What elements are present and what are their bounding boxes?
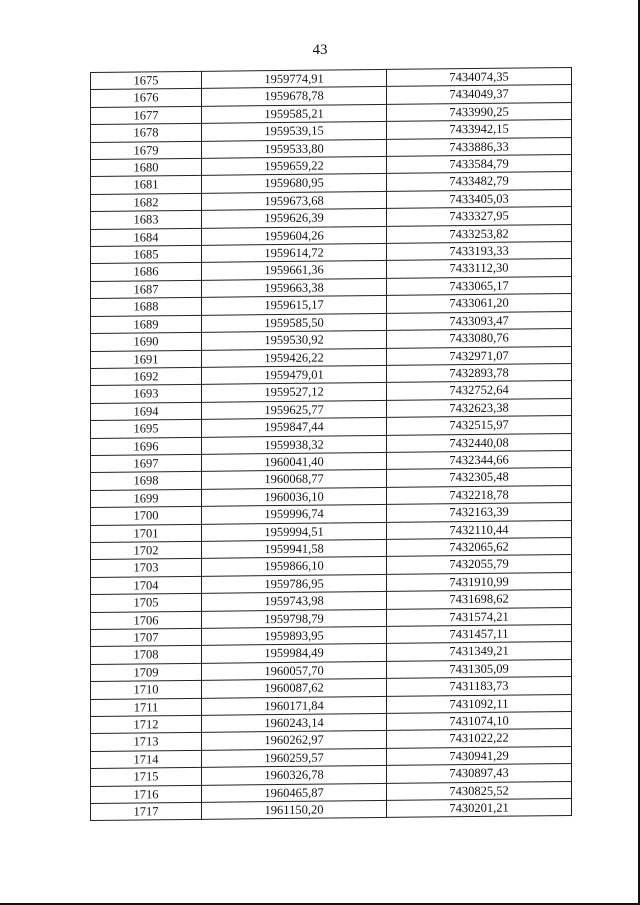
y-coordinate-cell: 7434049,37 — [387, 85, 572, 104]
x-coordinate-cell: 1959866,10 — [202, 557, 387, 576]
y-coordinate-cell: 7433990,25 — [387, 102, 572, 121]
y-coordinate-cell: 7431092,11 — [387, 694, 572, 713]
point-number-cell: 1688 — [91, 298, 202, 317]
point-number-cell: 1687 — [91, 280, 202, 299]
point-number-cell: 1675 — [91, 71, 202, 90]
x-coordinate-cell: 1959680,95 — [202, 174, 387, 193]
y-coordinate-cell: 7434074,35 — [387, 67, 572, 86]
point-number-cell: 1699 — [91, 489, 202, 508]
x-coordinate-cell: 1959530,92 — [202, 330, 387, 349]
point-number-cell: 1681 — [91, 176, 202, 195]
x-coordinate-cell: 1959673,68 — [202, 191, 387, 210]
x-coordinate-cell: 1959426,22 — [202, 348, 387, 367]
y-coordinate-cell: 7433112,30 — [387, 259, 572, 278]
y-coordinate-cell: 7432163,39 — [387, 503, 572, 522]
point-number-cell: 1713 — [91, 733, 202, 752]
x-coordinate-cell: 1959984,49 — [202, 644, 387, 663]
point-number-cell: 1717 — [91, 802, 202, 821]
page-number: 43 — [312, 42, 328, 58]
y-coordinate-cell: 7431183,73 — [387, 677, 572, 696]
y-coordinate-cell: 7433327,95 — [387, 207, 572, 226]
x-coordinate-cell: 1959659,22 — [202, 156, 387, 175]
y-coordinate-cell: 7433253,82 — [387, 224, 572, 243]
x-coordinate-cell: 1960087,62 — [202, 679, 387, 698]
x-coordinate-cell: 1960262,97 — [202, 731, 387, 750]
x-coordinate-cell: 1961150,20 — [202, 800, 387, 819]
point-number-cell: 1684 — [91, 228, 202, 247]
y-coordinate-cell: 7431910,99 — [387, 572, 572, 591]
coordinates-table — [90, 67, 572, 822]
y-coordinate-cell: 7432752,64 — [387, 381, 572, 400]
x-coordinate-cell: 1959479,01 — [202, 365, 387, 384]
point-number-cell: 1705 — [91, 594, 202, 613]
x-coordinate-cell: 1959625,77 — [202, 400, 387, 419]
y-coordinate-cell: 7431698,62 — [387, 590, 572, 609]
point-number-cell: 1708 — [91, 646, 202, 665]
y-coordinate-cell: 7433080,76 — [387, 329, 572, 348]
y-coordinate-cell: 7433065,17 — [387, 276, 572, 295]
point-number-cell: 1711 — [91, 698, 202, 717]
y-coordinate-cell: 7431349,21 — [387, 642, 572, 661]
point-number-cell: 1712 — [91, 715, 202, 734]
y-coordinate-cell: 7432440,08 — [387, 433, 572, 452]
y-coordinate-cell: 7431305,09 — [387, 659, 572, 678]
x-coordinate-cell: 1960036,10 — [202, 487, 387, 506]
point-number-cell: 1690 — [91, 332, 202, 351]
point-number-cell: 1695 — [91, 419, 202, 438]
x-coordinate-cell: 1960171,84 — [202, 696, 387, 715]
x-coordinate-cell: 1959938,32 — [202, 435, 387, 454]
point-number-cell: 1693 — [91, 385, 202, 404]
y-coordinate-cell: 7432218,78 — [387, 485, 572, 504]
y-coordinate-cell: 7432055,79 — [387, 555, 572, 574]
y-coordinate-cell: 7433942,15 — [387, 120, 572, 139]
y-coordinate-cell: 7432305,48 — [387, 468, 572, 487]
point-number-cell: 1700 — [91, 506, 202, 525]
x-coordinate-cell: 1959661,36 — [202, 261, 387, 280]
point-number-cell: 1694 — [91, 402, 202, 421]
y-coordinate-cell: 7432344,66 — [387, 450, 572, 469]
y-coordinate-cell: 7432065,62 — [387, 537, 572, 556]
point-number-cell: 1716 — [91, 785, 202, 804]
x-coordinate-cell: 1959626,39 — [202, 209, 387, 228]
y-coordinate-cell: 7430941,29 — [387, 746, 572, 765]
point-number-cell: 1704 — [91, 576, 202, 595]
x-coordinate-cell: 1959539,15 — [202, 122, 387, 141]
point-number-cell: 1701 — [91, 524, 202, 543]
x-coordinate-cell: 1960057,70 — [202, 661, 387, 680]
point-number-cell: 1692 — [91, 367, 202, 386]
point-number-cell: 1709 — [91, 663, 202, 682]
x-coordinate-cell: 1959663,38 — [202, 278, 387, 297]
x-coordinate-cell: 1960326,78 — [202, 766, 387, 785]
point-number-cell: 1686 — [91, 263, 202, 282]
y-coordinate-cell: 7431074,10 — [387, 711, 572, 730]
x-coordinate-cell: 1959847,44 — [202, 418, 387, 437]
point-number-cell: 1715 — [91, 768, 202, 787]
y-coordinate-cell: 7432110,44 — [387, 520, 572, 539]
y-coordinate-cell: 7430201,21 — [387, 799, 572, 818]
point-number-cell: 1710 — [91, 681, 202, 700]
x-coordinate-cell: 1960068,77 — [202, 470, 387, 489]
x-coordinate-cell: 1959893,95 — [202, 626, 387, 645]
y-coordinate-cell: 7433482,79 — [387, 172, 572, 191]
x-coordinate-cell: 1959527,12 — [202, 383, 387, 402]
x-coordinate-cell: 1959533,80 — [202, 139, 387, 158]
y-coordinate-cell: 7433061,20 — [387, 294, 572, 313]
x-coordinate-cell: 1959585,50 — [202, 313, 387, 332]
point-number-cell: 1682 — [91, 193, 202, 212]
x-coordinate-cell: 1959585,21 — [202, 104, 387, 123]
point-number-cell: 1707 — [91, 628, 202, 647]
point-number-cell: 1680 — [91, 158, 202, 177]
point-number-cell: 1696 — [91, 437, 202, 456]
x-coordinate-cell: 1959996,74 — [202, 505, 387, 524]
x-coordinate-cell: 1960041,40 — [202, 452, 387, 471]
x-coordinate-cell: 1960259,57 — [202, 748, 387, 767]
y-coordinate-cell: 7431457,11 — [387, 624, 572, 643]
point-number-cell: 1678 — [91, 124, 202, 143]
x-coordinate-cell: 1959604,26 — [202, 226, 387, 245]
x-coordinate-cell: 1960243,14 — [202, 713, 387, 732]
y-coordinate-cell: 7430897,43 — [387, 764, 572, 783]
x-coordinate-cell: 1959614,72 — [202, 243, 387, 262]
x-coordinate-cell: 1959994,51 — [202, 522, 387, 541]
y-coordinate-cell: 7432623,38 — [387, 398, 572, 417]
x-coordinate-cell: 1959798,79 — [202, 609, 387, 628]
x-coordinate-cell: 1959615,17 — [202, 296, 387, 315]
point-number-cell: 1683 — [91, 211, 202, 230]
y-coordinate-cell: 7433193,33 — [387, 242, 572, 261]
coordinates-table-body — [91, 67, 572, 821]
point-number-cell: 1691 — [91, 350, 202, 369]
point-number-cell: 1676 — [91, 89, 202, 108]
y-coordinate-cell: 7430825,52 — [387, 781, 572, 800]
y-coordinate-cell: 7433093,47 — [387, 311, 572, 330]
x-coordinate-cell: 1959941,58 — [202, 539, 387, 558]
y-coordinate-cell: 7431574,21 — [387, 607, 572, 626]
x-coordinate-cell: 1960465,87 — [202, 783, 387, 802]
y-coordinate-cell: 7433584,79 — [387, 154, 572, 173]
point-number-cell: 1714 — [91, 750, 202, 769]
y-coordinate-cell: 7431022,22 — [387, 729, 572, 748]
point-number-cell: 1679 — [91, 141, 202, 160]
point-number-cell: 1706 — [91, 611, 202, 630]
x-coordinate-cell: 1959774,91 — [202, 69, 387, 88]
x-coordinate-cell: 1959678,78 — [202, 87, 387, 106]
point-number-cell: 1685 — [91, 245, 202, 264]
y-coordinate-cell: 7432893,78 — [387, 363, 572, 382]
y-coordinate-cell: 7432515,97 — [387, 416, 572, 435]
point-number-cell: 1697 — [91, 454, 202, 473]
y-coordinate-cell: 7433405,03 — [387, 189, 572, 208]
point-number-cell: 1677 — [91, 106, 202, 125]
x-coordinate-cell: 1959786,95 — [202, 574, 387, 593]
point-number-cell: 1703 — [91, 559, 202, 578]
y-coordinate-cell: 7433886,33 — [387, 137, 572, 156]
point-number-cell: 1702 — [91, 541, 202, 560]
point-number-cell: 1689 — [91, 315, 202, 334]
x-coordinate-cell: 1959743,98 — [202, 592, 387, 611]
y-coordinate-cell: 7432971,07 — [387, 346, 572, 365]
point-number-cell: 1698 — [91, 472, 202, 491]
